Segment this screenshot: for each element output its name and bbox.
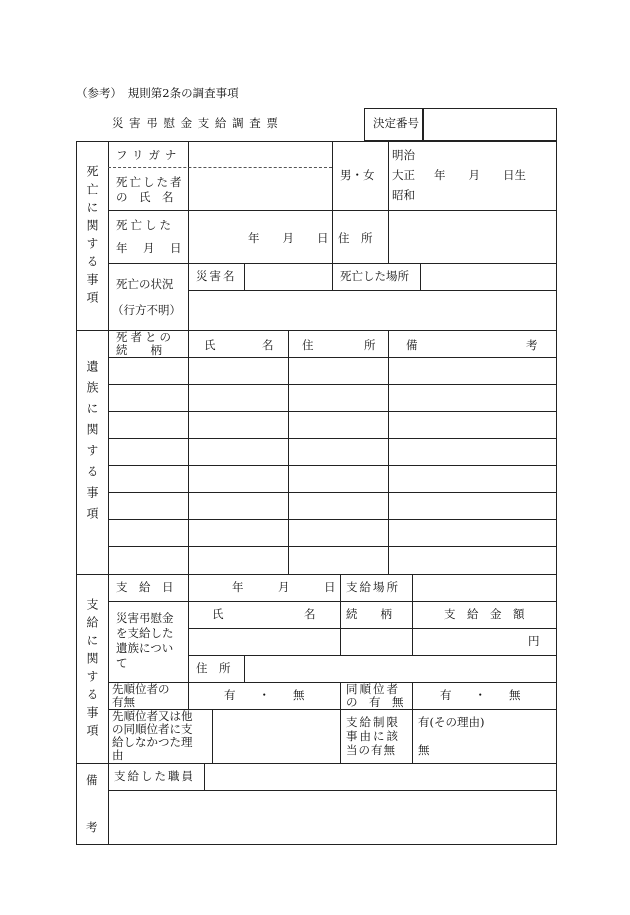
divider [108,682,557,683]
divider [108,167,332,168]
same-heir-options[interactable]: 有 ・ 無 [440,688,521,702]
divider [388,330,389,574]
relationship-header-1: 死者との [116,330,174,344]
divider [108,411,557,412]
divider [332,141,333,210]
divider [412,709,413,763]
divider [412,574,413,601]
era-showa[interactable]: 昭和 [392,188,415,202]
address-header-a: 住 [302,338,314,352]
divider [76,574,557,575]
remarks-header-b: 考 [526,338,538,352]
furigana-label: フリガナ [116,148,182,162]
divider [388,141,389,210]
address-header-b: 所 [364,338,376,352]
remarks-header-a: 備 [406,338,418,352]
recipient-label-4: て [116,656,128,670]
address-label: 住 所 [338,231,373,245]
family-section-label: 遺族に関する事項 [85,360,99,528]
staff-label: 支給した職員 [114,769,195,783]
form-title: 災 害 弔 慰 金 支 給 調 査 票 [112,116,279,130]
divider [412,682,413,709]
missing-note: （行方不明） [112,303,181,317]
recipient-relation: 続 柄 [346,607,392,621]
reason-label-2: の同順位者に支 [112,722,193,736]
divider [188,263,189,330]
amount-label: 支 給 金 額 [444,607,525,621]
divider [108,438,557,439]
remarks-label-2: 考 [86,820,98,834]
prior-heir-options[interactable]: 有 ・ 無 [224,688,305,702]
restriction-yes[interactable]: 有(その理由) [418,715,485,729]
recipient-label-2: を支給した [116,626,174,640]
divider [108,519,557,520]
divider [108,492,557,493]
reason-label-4: 由 [112,748,124,762]
divider [188,601,189,682]
divider [108,465,557,466]
reason-label-1: 先順位者又は他 [112,709,193,723]
divider [332,263,333,290]
era-taisho[interactable]: 大正 [392,168,415,182]
divider [108,141,109,845]
divider [108,384,557,385]
birth-date[interactable]: 年 月 日生 [434,168,526,182]
divider [288,330,289,574]
divider [108,601,557,602]
era-meiji[interactable]: 明治 [392,148,415,162]
death-date-label-1: 死亡した [116,218,174,232]
reason-label-3: 給しなかつた理 [112,735,193,749]
divider [212,709,213,763]
divider [188,628,557,629]
disaster-name-label: 災害名 [196,269,237,283]
name-header-b: 名 [262,338,274,352]
decision-number-label: 決定番号 [373,116,419,130]
death-date-label-2: 年 月 日 [116,241,184,255]
recipient-label-1: 災害弔慰金 [116,611,174,625]
divider [340,682,341,709]
yen-unit: 円 [528,634,540,648]
divider [188,682,189,709]
divider [332,210,333,263]
recipient-address-label: 住 所 [196,661,231,675]
divider [340,574,341,601]
decision-number-field[interactable] [423,108,557,141]
recipient-name-b: 名 [304,607,316,621]
relationship-header-2: 続 柄 [116,343,162,357]
divider [188,330,189,574]
payment-date-label: 支 給 日 [116,580,174,594]
divider [108,546,557,547]
death-status-label: 死亡の状況 [116,277,174,291]
name-header-a: 氏 [204,338,216,352]
divider [188,141,189,263]
same-heir-label-1: 同順位者 [346,682,400,696]
deceased-name-label-2: の 氏 名 [116,190,174,204]
payment-section-label: 支給に関する事項 [85,598,99,742]
deceased-name-label-1: 死亡した者 [116,175,184,189]
restriction-label-3: 当の有無 [346,743,396,757]
sex-options[interactable]: 男・女 [340,168,375,182]
restriction-label-2: 事由に該 [346,729,400,743]
restriction-label-1: 支給制限 [346,715,400,729]
divider [188,290,557,291]
divider [388,210,389,263]
restriction-no[interactable]: 無 [418,743,430,757]
same-heir-label-2: の 有 無 [346,695,404,709]
payment-date-value[interactable]: 年 月 日 [232,580,336,594]
death-section-label: 死亡に関する事項 [85,165,99,309]
divider [420,263,421,290]
divider [340,709,341,763]
divider [188,574,189,601]
death-place-label: 死亡した場所 [340,269,409,283]
divider [204,763,205,790]
recipient-label-3: 遺族につい [116,641,174,655]
prior-heir-label-2: 有無 [112,695,135,709]
divider [76,763,557,764]
remarks-label-1: 備 [86,773,98,787]
payment-place-label: 支給場所 [346,580,400,594]
divider [244,263,245,290]
divider [108,357,557,358]
recipient-name-a: 氏 [212,607,224,621]
prior-heir-label-1: 先順位者の [112,682,170,696]
divider [244,655,245,682]
death-date-value[interactable]: 年 月 日 [248,231,329,245]
divider [108,790,557,791]
reference-note: （参考） 規則第2条の調査事項 [76,86,239,100]
